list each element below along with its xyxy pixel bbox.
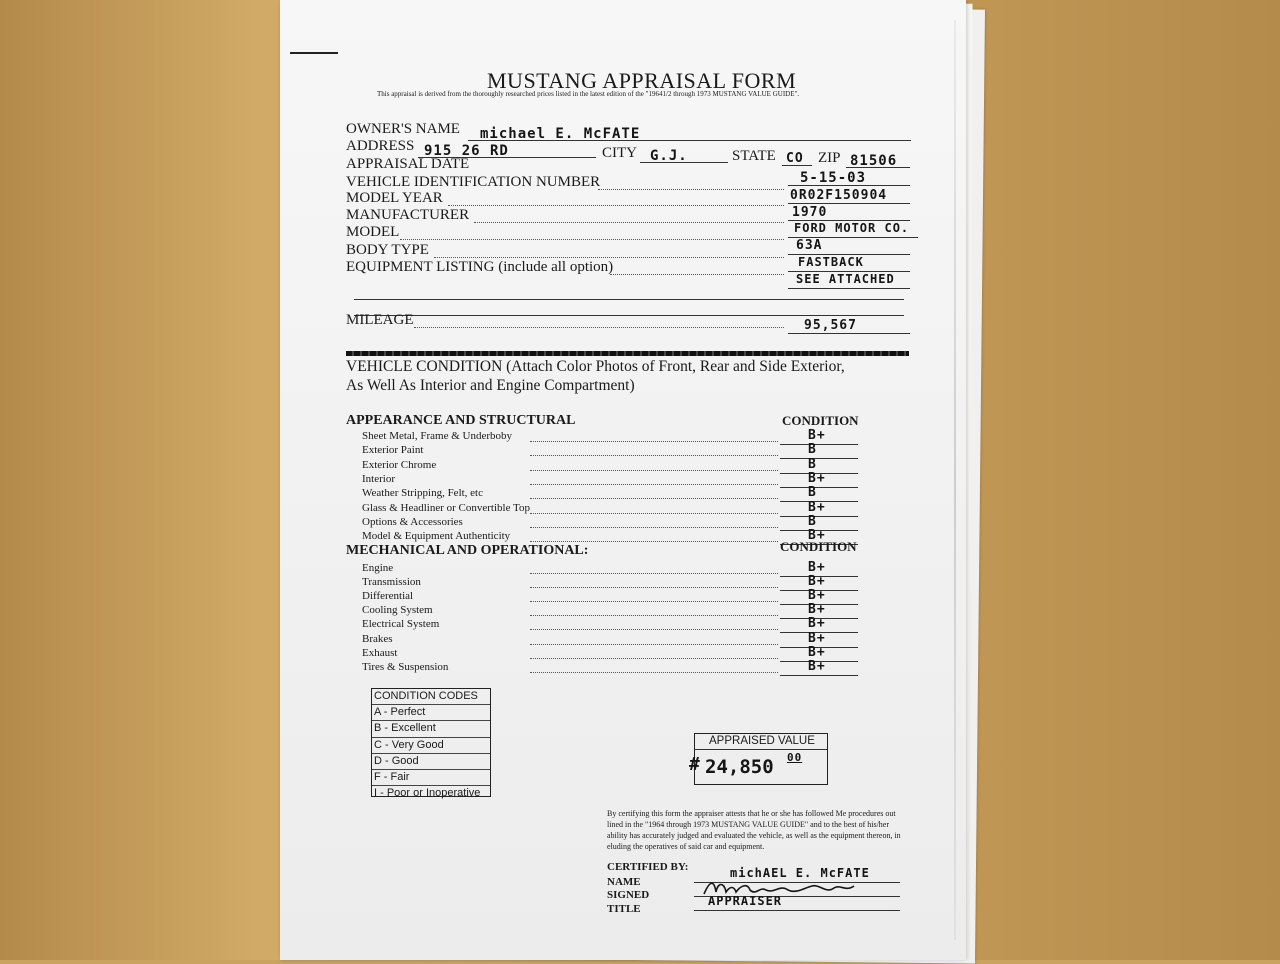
mechanical-heading: MECHANICAL AND OPERATIONAL: (346, 543, 589, 558)
condition-item-label: Model & Equipment Authenticity (362, 530, 511, 543)
condition-item-label: Brakes (362, 632, 393, 645)
condition-grade-value: B (808, 456, 817, 472)
condition-item-label: Exterior Paint (362, 444, 424, 457)
condition-grade-value: B+ (808, 560, 826, 575)
equipment-extra-line-1 (354, 299, 904, 300)
condition-grade-line (780, 458, 858, 459)
model-value: 63A (796, 238, 823, 253)
condition-code-item: B - Excellent (372, 721, 490, 737)
condition-item-dots (530, 615, 778, 616)
mileage-value: 95,567 (804, 318, 857, 333)
signed-label: SIGNED (607, 889, 650, 901)
model-dots (400, 239, 784, 240)
condition-item-dots (530, 601, 778, 602)
condition-heading-line2: As Well As Interior and Engine Compartment) (346, 377, 635, 394)
certification-text: By certifying this form the appraiser attests that he or she has followed Me procedures out lined in the "1964 through 1973 MUSTANG VALUE GUIDE" and to the best of his/her ability has accurately judged and evaluated the vehicle, as well as the equipment thereon, in eluding the operatives of said car and equipment. (607, 809, 901, 851)
mileage-dots (414, 327, 784, 328)
condition-codes-box (371, 688, 491, 800)
condition-heading-line1: VEHICLE CONDITION (Attach Color Photos of Front, Rear and Side Exterior, (346, 358, 845, 375)
condition-item-dots (530, 527, 778, 528)
condition-code-item: I - Poor or Inoperative (374, 787, 481, 800)
condition-item-dots (530, 498, 778, 499)
state-value: CO (786, 151, 804, 166)
city-value: G.J. (650, 148, 688, 164)
condition-item-dots (530, 573, 778, 574)
condition-item-label: Glass & Headliner or Convertible Top (362, 501, 530, 514)
condition-item-dots (530, 513, 778, 514)
equipment-line (788, 288, 910, 289)
condition-codes-title: CONDITION CODES (372, 689, 490, 705)
condition-item-dots (530, 629, 778, 630)
condition-code-item: F - Fair (372, 770, 490, 786)
condition-item-label: Differential (362, 590, 414, 603)
zip-label: ZIP (818, 150, 841, 166)
appearance-condition-label: CONDITION (782, 413, 859, 428)
condition-grade-value: B+ (808, 528, 826, 544)
condition-item-dots (530, 470, 778, 471)
mechanical-condition-label: CONDITION (780, 539, 857, 554)
condition-item-label: Engine (362, 562, 394, 574)
condition-item-dots (530, 672, 778, 673)
condition-item-label: Electrical System (362, 618, 440, 631)
condition-item-label: Exhaust (362, 646, 398, 659)
condition-item-dots (530, 441, 778, 442)
appraisal-form-page (280, 0, 966, 960)
appraised-value-box (689, 733, 828, 785)
certified-by-label: CERTIFIED BY: (607, 861, 689, 873)
certifier-name-value: michAEL E. McFATE (730, 866, 870, 880)
model-year-value: 1970 (792, 205, 828, 220)
appraised-value-amount: 24,850 (705, 756, 774, 778)
body-type-value: FASTBACK (798, 255, 864, 269)
condition-item-label: Weather Stripping, Felt, etc (362, 487, 483, 500)
condition-item-dots (530, 658, 778, 659)
equipment-value: SEE ATTACHED (796, 272, 895, 286)
equipment-dots (610, 274, 784, 275)
title-line (694, 910, 900, 911)
condition-grade-line (780, 444, 858, 445)
form-title: MUSTANG APPRAISAL FORM (487, 68, 797, 93)
condition-item-dots (530, 484, 778, 485)
form-subtitle: This appraisal is derived from the thoroughly researched prices listed in the latest edition of the "19641/2 through 1973 MUSTANG VALUE GUIDE". (377, 90, 800, 98)
appraisal-date-value: 5-15-03 (800, 170, 867, 186)
condition-item-dots (530, 644, 778, 645)
state-label: STATE (732, 148, 776, 164)
margin-mark (290, 52, 338, 54)
condition-grade-value: B+ (808, 470, 826, 486)
address-value: 915 26 RD (424, 143, 509, 159)
certifier-name-label: NAME (607, 876, 641, 888)
condition-code-item: D - Good (372, 754, 490, 770)
title-label: TITLE (607, 903, 641, 915)
condition-item-dots (530, 541, 778, 542)
model-year-dots (448, 205, 784, 206)
address-label: ADDRESS (346, 138, 415, 154)
equipment-label: EQUIPMENT LISTING (include all option) (346, 259, 614, 275)
appearance-heading: APPEARANCE AND STRUCTURAL (346, 413, 576, 428)
condition-grade-value: B+ (808, 574, 826, 590)
condition-grade-value: B+ (808, 499, 826, 515)
condition-item-dots (530, 455, 778, 456)
condition-grade-value: B+ (808, 602, 826, 618)
condition-item-label: Options & Accessories (362, 515, 463, 528)
condition-grade-value: B (808, 485, 817, 501)
manufacturer-dots (474, 222, 784, 223)
condition-grade-value: B+ (808, 658, 826, 674)
appraised-value-cents: 00 (787, 751, 803, 764)
vin-label: VEHICLE IDENTIFICATION NUMBER (346, 174, 601, 190)
mileage-line (788, 333, 910, 334)
condition-item-label: Tires & Suspension (362, 660, 449, 673)
appraised-value-divider (695, 749, 827, 750)
condition-grade-value: B+ (808, 644, 826, 660)
condition-grade-line (780, 675, 858, 676)
equipment-extra-line-2 (354, 315, 904, 316)
section-divider (346, 351, 909, 356)
condition-grade-line (780, 487, 858, 488)
condition-grade-line (780, 516, 858, 517)
page-edge-shadow (954, 20, 956, 940)
condition-grade-value: B+ (808, 630, 826, 646)
condition-item-label: Transmission (362, 576, 421, 589)
condition-code-item: C - Very Good (372, 738, 490, 754)
condition-item-label: Exterior Chrome (362, 458, 437, 471)
owner-name-label: OWNER'S NAME (346, 121, 460, 137)
condition-item-label: Sheet Metal, Frame & Underboby (362, 430, 512, 442)
condition-grade-value: B+ (808, 588, 826, 604)
condition-grade-value: B (808, 442, 817, 458)
title-value: APPRAISER (708, 894, 783, 908)
model-label: MODEL (346, 224, 400, 240)
mileage-label: MILEAGE (346, 312, 414, 328)
condition-grade-value: B+ (808, 616, 826, 632)
condition-grade-value: B (808, 513, 817, 529)
condition-item-label: Cooling System (362, 604, 433, 617)
vin-line (788, 203, 910, 204)
manufacturer-label: MANUFACTURER (346, 207, 470, 223)
condition-item-dots (530, 587, 778, 588)
condition-item-label: Interior (362, 472, 395, 485)
vin-value: 0R02F150904 (790, 188, 888, 203)
manufacturer-value: FORD MOTOR CO. (794, 221, 910, 235)
body-type-label: BODY TYPE (346, 242, 429, 258)
vin-dots (598, 189, 784, 190)
zip-value: 81506 (850, 153, 898, 169)
city-label: CITY (602, 145, 637, 161)
appraisal-date-label: APPRAISAL DATE (346, 156, 470, 172)
appraised-value-currency: # (689, 754, 701, 775)
condition-grade-value: B+ (808, 428, 826, 443)
condition-code-item: A - Perfect (372, 705, 490, 721)
body-type-dots (434, 257, 784, 258)
model-year-label: MODEL YEAR (346, 190, 443, 206)
appraised-value-label: APPRAISED VALUE (709, 735, 815, 747)
owner-name-value: michael E. McFATE (480, 126, 641, 142)
